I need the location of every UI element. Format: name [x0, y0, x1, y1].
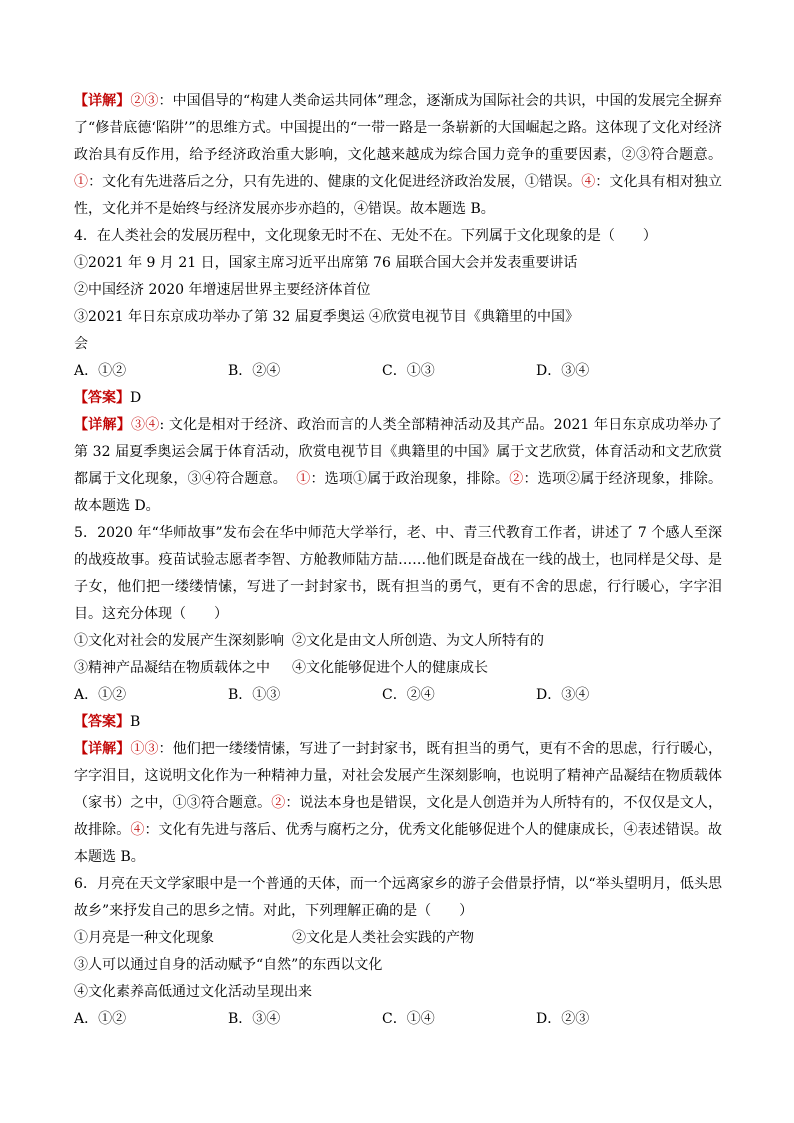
- q6-stem: 6．月亮在天文学家眼中是一个普通的天体，而一个远离家乡的游子会借景抒情，以“举头望明月，低头思故乡”来抒发自己的思乡之情。对此，下列理解正确的是（ ）: [74, 876, 722, 919]
- detail-num-4: ④: [581, 174, 596, 190]
- detail-num-2: ②: [271, 795, 286, 811]
- q6-statement-4: ④文化素养高低通过文化活动呈现出来: [74, 984, 312, 1000]
- q4-option-d: D．③④: [536, 363, 590, 379]
- q5-stem: 5．2020 年“华师故事”发布会在华中师范大学举行，老、中、青三代教育工作者，讲述了 7 个感人至深的战疫故事。疫苗试验志愿者李智、方舱教师陆方喆……他们既是奋战在一线的战士，也同样是父母、是子女，他们把一缕缕情愫，写进了一封封家书，既有担当的勇气，更有不舍的思虑，行行暖心，字字泪目。这充分体现（ ）: [74, 525, 722, 622]
- q5-answer: [74, 709, 722, 736]
- q4-option-a: A．①②: [74, 363, 127, 379]
- q5-option-a: A．①②: [74, 687, 127, 703]
- detail-text: ：中国倡导的“构建人类命运共同体”理念，逐渐成为国际社会的共识，中国的发展完全摒弃了“修昔底德‘陷阱’”的思维方式。中国提出的“一带一路是一条崭新的大国崛起之路。这体现了文化对经济政治具有反作用，给予经济政治重大影响，文化越来越成为综合国力竞争的重要因素，②③符合题意。: [74, 93, 723, 163]
- q4-statement-4: ④欣赏电视节目《典籍里的中国》: [369, 309, 579, 325]
- q6-statement-3: ③人可以通过自身的活动赋予“自然”的东西以文化: [74, 957, 383, 973]
- q4-statement-3: ③2021 年日东京成功举办了第 32 届夏季奥运会: [74, 309, 365, 352]
- q6-statement-1: ①月亮是一种文化现象: [74, 930, 214, 946]
- detail-num-4: ④: [130, 822, 145, 838]
- q4-detail: [74, 412, 722, 520]
- q4-option-c: C．①③: [382, 363, 435, 379]
- q4-statement-2: ②中国经济 2020 年增速居世界主要经济体首位: [74, 282, 371, 298]
- q5-statements-1-2: [74, 628, 722, 655]
- q3-detail: [74, 88, 722, 223]
- detail-text: : 文化是相对于经济、政治而言的人类全部精神活动及其产品。2021 年日东京成功举办了第 32 届夏季奥运会属于体育活动，欣赏电视节目《典籍里的中国》属于文艺欣赏，体育活动和文艺欣赏都属于文化现象，③④符合题意。: [74, 417, 722, 487]
- q4-statement-1: ①2021 年 9 月 21 日，国家主席习近平出席第 76 届联合国大会并发表重要讲话: [74, 255, 578, 271]
- q4-options: [74, 358, 722, 385]
- q4-option-b: B．②④: [228, 363, 281, 379]
- q6-option-d: D．②③: [536, 1011, 590, 1027]
- q5-option-d: D．③④: [536, 687, 590, 703]
- detail-num-1: ①: [74, 174, 89, 190]
- answer-value: D: [130, 390, 142, 406]
- q6-option-b: B．③④: [228, 1011, 281, 1027]
- q4-stem: 4．在人类社会的发展历程中，文化现象无时不在、无处不在。下列属于文化现象的是（ ）: [74, 228, 657, 244]
- detail-text-4: ：文化有先进与落后、优秀与腐朽之分，优秀文化能够促进个人的健康成长，④表述错误。故本题选 B。: [74, 822, 723, 865]
- detail-tag: 【详解】: [74, 741, 131, 757]
- q5-detail: [74, 736, 722, 871]
- detail-nums: ②③: [130, 93, 159, 109]
- q4-answer: [74, 385, 722, 412]
- answer-value: B: [130, 714, 141, 730]
- q6-statement-2: ②文化是人类社会实践的产物: [292, 930, 474, 946]
- q6-option-c: C．①④: [382, 1011, 435, 1027]
- detail-text: ：他们把一缕缕情愫，写进了一封封家书，既有担当的勇气，更有不舍的思虑，行行暖心，字字泪目，这说明文化作为一种精神力量，对社会发展产生深刻影响，也说明了精神产品凝结在物质载体（家书）之中，①③符合题意。: [74, 741, 723, 811]
- detail-text-4: ：文化具有相对独立性，文化并不是始终与经济发展亦步亦趋的，④错误。故本题选 B。: [74, 174, 723, 217]
- q4-statements-3-4: [74, 304, 722, 358]
- q6-statements-1-2: [74, 925, 722, 952]
- detail-tag: 【详解】: [74, 417, 131, 433]
- q5-statement-4: ④文化能够促进个人的健康成长: [292, 660, 488, 676]
- detail-num-2: ②: [509, 471, 524, 487]
- q6-options: [74, 1006, 722, 1033]
- q5-statement-2: ②文化是由文人所创造、为文人所特有的: [292, 633, 544, 649]
- document-content: [74, 88, 722, 1033]
- detail-nums: ③④: [131, 417, 160, 433]
- q5-option-c: C．②④: [382, 687, 435, 703]
- q5-statement-3: ③精神产品凝结在物质载体之中: [74, 660, 270, 676]
- q5-statement-1: ①文化对社会的发展产生深刻影响: [74, 633, 284, 649]
- q6-option-a: A．①②: [74, 1011, 127, 1027]
- detail-text-1: ：选项①属于政治现象，排除。: [310, 471, 510, 487]
- answer-tag: 【答案】: [74, 714, 130, 730]
- detail-nums: ①③: [130, 741, 159, 757]
- detail-text-1: ：文化有先进落后之分，只有先进的、健康的文化促进经济政治发展，①错误。: [88, 174, 582, 190]
- answer-tag: 【答案】: [74, 390, 130, 406]
- detail-tag: 【详解】: [74, 93, 131, 109]
- detail-text-2: ：选项②属于经济现象，排除。故本题选 D。: [74, 471, 723, 514]
- q5-options: [74, 682, 722, 709]
- detail-num-1: ①: [296, 471, 311, 487]
- q5-option-b: B．①③: [228, 687, 281, 703]
- detail-text-2: ：说法本身也是错误，文化是人创造并为人所特有的，不仅仅是文人，故排除。: [74, 795, 723, 838]
- q5-statements-3-4: [74, 655, 722, 682]
